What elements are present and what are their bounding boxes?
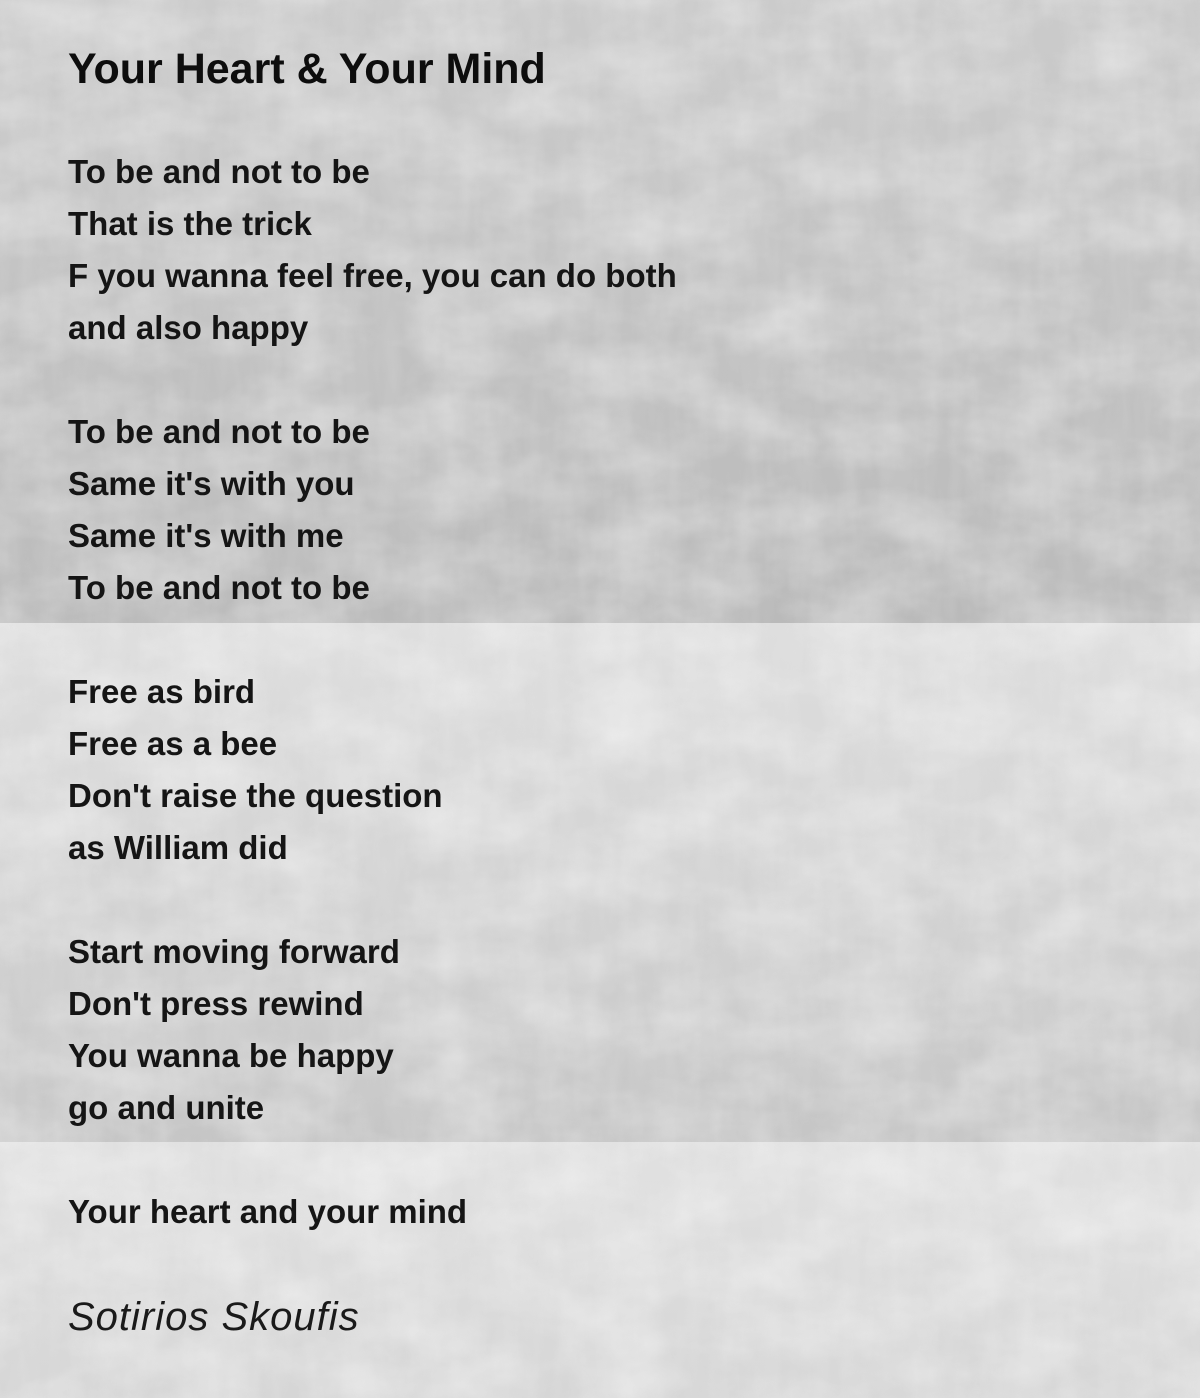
poem-line: Same it's with you	[68, 465, 355, 502]
stanza-4	[68, 926, 677, 1134]
stanza-1	[68, 146, 677, 354]
poem-line: To be and not to be	[68, 569, 370, 606]
poem-line: Free as bird	[68, 673, 256, 710]
poem-title: Your Heart & Your Mind	[68, 45, 546, 93]
poem-line: Free as a bee	[68, 725, 278, 762]
poem-line: To be and not to be	[68, 153, 370, 190]
poem-line: Same it's with me	[68, 517, 344, 554]
stanza-3	[68, 666, 677, 874]
poem-line: To be and not to be	[68, 413, 370, 450]
stanza-2	[68, 406, 677, 614]
poem-line: Don't press rewind	[68, 985, 364, 1022]
poem-body	[68, 146, 677, 1290]
poem-line: You wanna be happy	[68, 1037, 394, 1074]
poem-line: That is the trick	[68, 205, 312, 242]
poem-line: F you wanna feel free, you can do both	[68, 257, 677, 294]
poem-line: as William did	[68, 829, 288, 866]
poem-line: Don't raise the question	[68, 777, 443, 814]
poem-line: and also happy	[68, 309, 309, 346]
poem-line: go and unite	[68, 1089, 265, 1126]
poem-line: Your heart and your mind	[68, 1193, 468, 1230]
poem-line: Start moving forward	[68, 933, 400, 970]
poem-author: Sotirios Skoufis	[68, 1295, 360, 1339]
stanza-5	[68, 1186, 677, 1238]
